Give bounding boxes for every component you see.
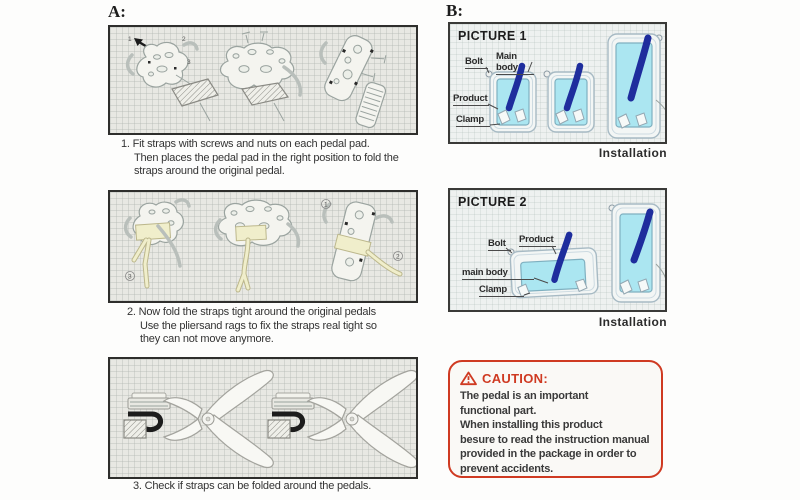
label-clamp: Clamp	[479, 284, 524, 297]
picture-2-title: PICTURE 2	[458, 195, 527, 209]
strapped-pedal-diagram-2	[216, 200, 299, 290]
step-1-line-art	[110, 27, 416, 133]
pedal-pad-exploded-diagram-1	[128, 36, 218, 121]
caption-line: they can not move anymore.	[140, 333, 274, 345]
section-b-label: B:	[446, 1, 463, 20]
caution-line: functional part.	[460, 404, 537, 417]
step-2-caption	[127, 306, 377, 347]
figure-digit: 2	[182, 36, 186, 43]
strapped-pedal-diagram-1	[126, 200, 190, 286]
label-bolt: Bolt	[488, 238, 511, 251]
step-3-caption	[133, 480, 371, 494]
caution-line: The pedal is an important	[460, 390, 589, 402]
caution-line: provided in the package in order to	[460, 448, 637, 461]
caution-line: besure to read the instruction manual	[460, 433, 650, 446]
step-1-figure-box	[108, 25, 418, 135]
strapped-pedal-diagram-3	[322, 199, 403, 283]
step-2-line-art	[110, 192, 416, 301]
caption-line: 3. Check if straps can be folded around the pedals.	[133, 480, 372, 492]
picture-1-title: PICTURE 1	[458, 29, 527, 43]
section-a-label: A:	[108, 2, 126, 21]
label-product: Product	[519, 234, 556, 247]
figure-digit: 1	[324, 201, 328, 209]
figure-digit: 1	[128, 36, 132, 43]
label-clamp: Clamp	[456, 114, 490, 127]
caution-line: prevent accidents.	[460, 462, 553, 475]
installed-pedal-vertical	[609, 204, 665, 302]
caption-line: 2. Now fold the straps tight around the original pedals	[127, 306, 376, 318]
label-main-body: Main body	[496, 51, 534, 75]
caution-line: When installing this product	[460, 419, 603, 432]
picture-2-box	[448, 188, 667, 312]
pliers-clamping-diagram-2	[268, 371, 416, 468]
caption-line: straps around the original pedal.	[134, 165, 285, 177]
caption-line: 1. Fit straps with screws and nuts on each pedal pad.	[121, 138, 370, 150]
picture-1-box	[448, 22, 667, 144]
caution-box	[448, 360, 663, 478]
installed-pedal-front-2	[544, 66, 594, 132]
label-product: Product	[453, 93, 488, 104]
step-3-line-art	[110, 359, 416, 477]
caption-line: Use the pliersand rags to fix the straps real tight so	[140, 319, 377, 332]
label-main-body: main body	[462, 267, 534, 280]
installed-pedal-tall	[608, 34, 665, 138]
caption-line: Then places the pedal pad in the right position to fold the	[134, 151, 399, 164]
pedal-pad-exploded-diagram-2	[221, 32, 301, 121]
pliers-clamping-diagram-1	[124, 371, 273, 468]
step-2-figure-box	[108, 190, 418, 303]
figure-digit: 3	[187, 59, 191, 66]
picture-1-footer: Installation	[598, 146, 667, 160]
caution-title: CAUTION:	[482, 371, 548, 386]
figure-digit: 3	[128, 273, 132, 281]
picture-2-footer: Installation	[598, 315, 667, 329]
pedal-pad-exploded-diagram-3	[321, 32, 390, 129]
warning-triangle-icon	[460, 371, 477, 386]
caution-title-row	[460, 371, 661, 386]
installed-pedal-front-1	[486, 66, 536, 132]
label-bolt: Bolt	[465, 56, 488, 69]
step-1-caption	[121, 138, 399, 179]
figure-digit: 2	[396, 253, 400, 261]
step-3-figure-box	[108, 357, 418, 479]
